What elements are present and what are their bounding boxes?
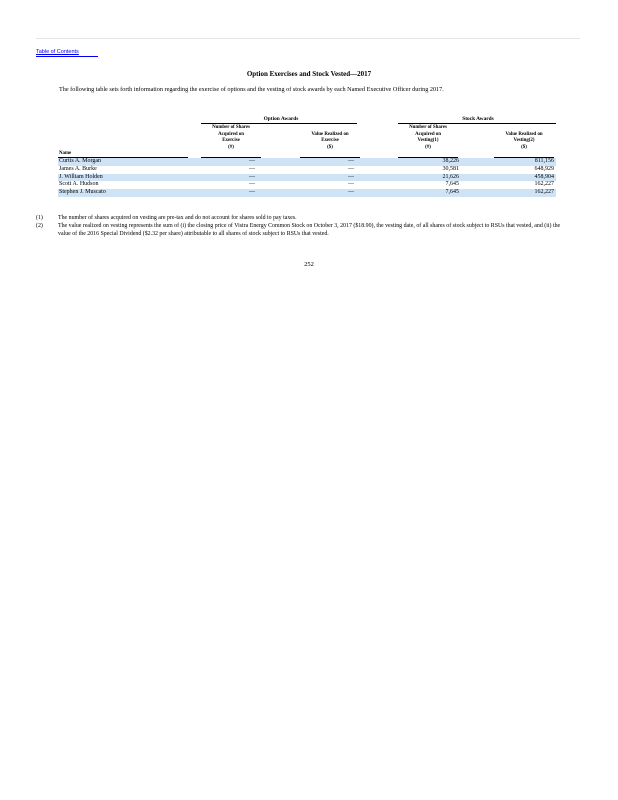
cell-option-value: — [348,181,354,188]
cell-name: Curtis A. Morgan [59,158,102,164]
table-body [58,158,556,197]
cell-stock-value: 162,227 [534,189,554,196]
cell-option-value: — [348,189,354,196]
footnote-2 [36,222,562,238]
header-option-value [300,132,360,152]
cell-name: J. William Holden [59,173,103,180]
header-line: Vesting(2) [513,138,535,144]
cell-option-shares: — [249,165,255,172]
cell-option-value: — [348,158,354,164]
header-line: ($) [327,144,333,150]
cell-option-value: — [348,173,354,180]
header-line: Acquired on [218,131,244,137]
header-option-shares [201,125,261,151]
header-line: Acquired on [415,131,441,137]
cell-option-shares: — [249,189,255,196]
header-line: Number of Shares [409,125,447,130]
cell-stock-value: 648,929 [534,165,554,172]
table-row [58,166,556,174]
table-row [58,189,556,197]
header-line: Exercise [222,138,240,144]
header-line: Vesting(1) [417,138,439,144]
toc-link-underline [36,56,98,57]
header-line: (#) [425,144,431,150]
footnote-text: The number of shares acquired on vesting are pre-tax and do not account for shares sold to pay taxes. [58,215,297,221]
header-line: Exercise [321,138,339,144]
group-header-stock-awards: Stock Awards [462,116,494,122]
table-row [58,158,556,166]
cell-stock-shares: 7,645 [445,189,459,196]
page-number: 252 [304,261,314,268]
stock-group-rule [398,123,556,124]
header-line: ($) [521,144,527,150]
cell-stock-value: 458,904 [534,173,554,180]
cell-stock-shares: 38,226 [442,158,459,164]
table-of-contents-link[interactable]: Table of Contents [36,49,79,55]
header-stock-value [494,132,554,152]
cell-name: Scott A. Hudson [59,181,99,188]
footnote-1 [36,214,562,222]
cell-option-shares: — [249,181,255,188]
section-title: Option Exercises and Stock Vested—2017 [246,70,372,78]
header-line: Value Realized on [505,131,543,137]
cell-stock-value: 162,227 [534,181,554,188]
cell-stock-shares: 21,626 [442,173,459,180]
option-group-rule [201,123,357,124]
table-row [58,174,556,182]
cell-option-value: — [348,165,354,172]
cell-option-shares: — [249,158,255,164]
footnote-text: The value realized on vesting represents the sum of (i) the closing price of Vistra Energy Common Stock on October 3, 2017 ($18.90), the vesting date, of all shares of stock subject to RSUs that vested, and (ii) the value of the 2016 Special Dividend ($2.32 per share) attributable to all shares of stock subject to RSUs that vested. [58,223,561,237]
cell-option-shares: — [249,173,255,180]
cell-stock-shares: 30,581 [442,165,459,172]
header-name: Name [59,151,72,156]
header-line: Value Realized on [311,131,349,137]
cell-name: Stephen J. Muscato [59,189,106,196]
header-stock-shares [398,125,458,151]
header-line: (#) [228,144,234,150]
cell-stock-value: 811,156 [534,158,554,164]
cell-name: James A. Burke [59,165,97,172]
cell-stock-shares: 7,645 [445,181,459,188]
intro-text: The following table sets forth information regarding the exercise of options and the vesting of stock awards by each Named Executive Officer during 2017. [59,86,444,93]
footnote-number: (2) [36,223,43,229]
intro-paragraph [36,85,562,94]
footnote-number: (1) [36,215,43,221]
group-header-option-awards: Option Awards [263,116,299,122]
top-divider [36,38,580,39]
header-line: Number of Shares [212,125,250,130]
table-row [58,181,556,189]
footnotes [36,214,562,238]
